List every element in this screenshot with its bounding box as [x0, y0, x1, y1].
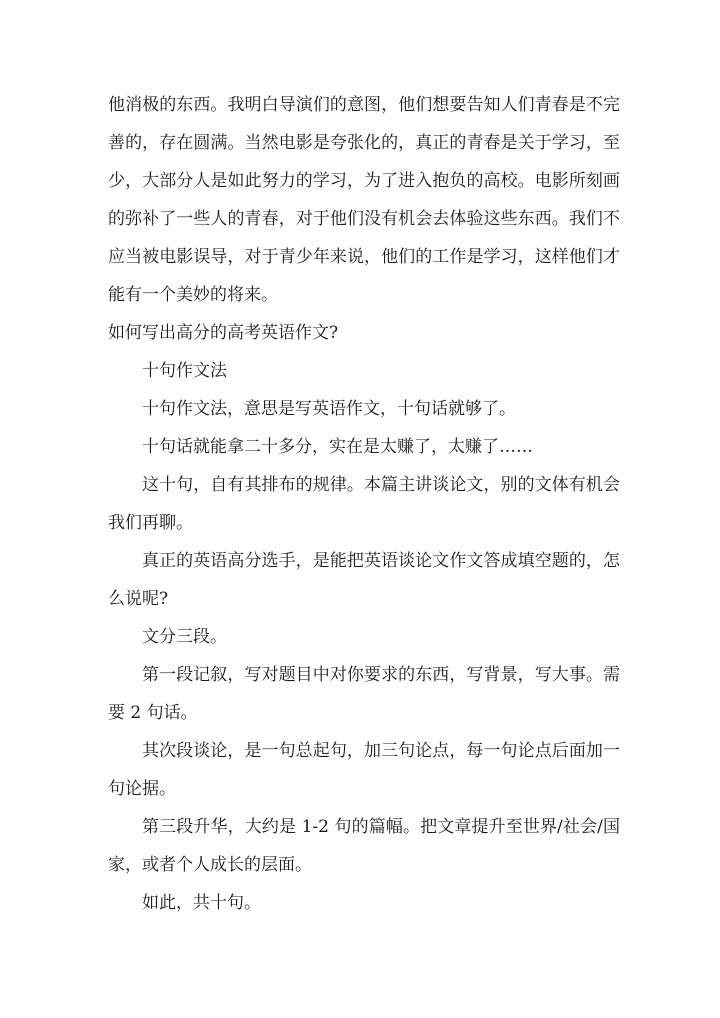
subheading: 十句作文法 [142, 361, 227, 381]
paragraph-line: 十句话就能拿二十多分，实在是太赚了，太赚了…… [142, 437, 533, 457]
text-line: 善的，存在圆满。当然电影是夸张化的，真正的青春是关于学习，至 [108, 133, 620, 153]
paragraph-line: 我们再聊。 [108, 513, 193, 533]
paragraph-line: 么说呢? [108, 589, 169, 609]
paragraph-line: 文分三段。 [142, 627, 227, 647]
text-line: 应当被电影误导，对于青少年来说，他们的工作是学习，这样他们才 [108, 247, 620, 267]
text-line: 能有一个美妙的将来。 [108, 285, 278, 305]
text-line: 的弥补了一些人的青春，对于他们没有机会去体验这些东西。我们不 [108, 209, 620, 229]
text-line: 他消极的东西。我明白导演们的意图，他们想要告知人们青春是不完 [108, 95, 620, 115]
paragraph-line: 要 2 句话。 [108, 703, 198, 723]
paragraph-line: 其次段谈论，是一句总起句，加三句论点，每一句论点后面加一 [142, 741, 620, 761]
paragraph-line: 第一段记叙，写对题目中对你要求的东西，写背景，写大事。需 [142, 665, 620, 685]
paragraph-line: 这十句，自有其排布的规律。本篇主讲谈论文，别的文体有机会 [142, 475, 620, 495]
paragraph-line: 真正的英语高分选手，是能把英语谈论文作文答成填空题的，怎 [142, 551, 620, 571]
paragraph-line: 第三段升华，大约是 1-2 句的篇幅。把文章提升至世界/社会/国 [142, 817, 620, 837]
paragraph-line: 家，或者个人成长的层面。 [108, 855, 312, 875]
section-heading: 如何写出高分的高考英语作文? [108, 323, 339, 343]
paragraph-line: 句论据。 [108, 779, 176, 799]
text-line: 少，大部分人是如此努力的学习，为了进入抱负的高校。电影所刻画 [108, 171, 620, 191]
paragraph-line: 十句作文法，意思是写英语作文，十句话就够了。 [142, 399, 516, 419]
paragraph-line: 如此，共十句。 [142, 893, 261, 913]
